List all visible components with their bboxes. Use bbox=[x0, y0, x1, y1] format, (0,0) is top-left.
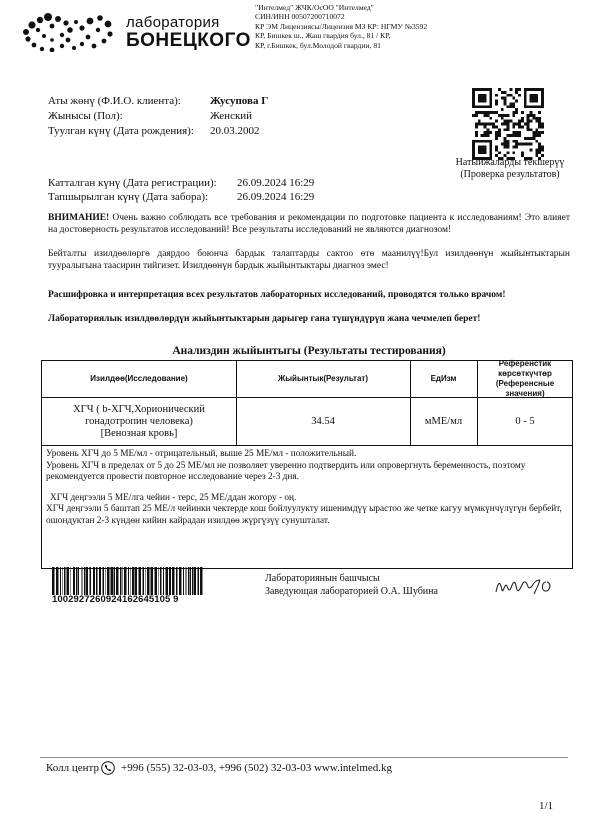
note-ru-2: Уровень ХГЧ в пределах от 5 до 25 МЕ/мл не позволяет уверенно подтвердить или опровергнуть беременность, поэтому рекомендуется провести повторное исследование через 2-3 дня. bbox=[46, 460, 526, 482]
org-line: "Интелмед" ЖЧК/ОсОО "Интелмед" bbox=[255, 3, 374, 12]
cell-result: 34.54 bbox=[311, 416, 335, 427]
logo-text-line1: лаборатория bbox=[126, 14, 220, 31]
note-ky-2: ХГЧ деңгээли 5 баштап 25 МЕ/л чейинки чектерде кош бойлуулукту ишенимдүү ырастоо же четке кагуу мүмкүнчүлүгүн бербейт, ошондуктан 2-3 күндөн кийин кайрадан изилдөө жүргүзүү сунушталат. bbox=[46, 504, 562, 526]
interpretation-notes bbox=[41, 446, 573, 569]
qr-caption-line1: Натыйжаларды текшерүү bbox=[455, 157, 565, 168]
barcode-number: 1002927260924162645105 9 bbox=[52, 594, 179, 605]
interpretation-ky: Лабораториялык изилдөөлөрдүн жыйынтыктарын дарыгер гана түшүндүрүп жана чечмелеп берет! bbox=[48, 314, 481, 324]
warning-text: Очень важно соблюдать все требования и рекомендации по подготовке пациента к исследованиям! Это влияет на достоверность результатов исследований! Все результаты исследований не являются диагнозом! bbox=[48, 213, 570, 235]
warning-paragraph-ru bbox=[48, 213, 570, 237]
patient-name-label: Аты жөнү (Ф.И.О. клиента): bbox=[48, 95, 181, 107]
test-name-line3: [Венозная кровь] bbox=[100, 428, 178, 439]
qr-code-icon[interactable] bbox=[472, 88, 544, 160]
header-test: Изилдөө(Исследование) bbox=[90, 374, 188, 383]
header-reference-line1: Референстик көрсөткүчтөр bbox=[498, 359, 552, 378]
signer-block bbox=[265, 572, 438, 598]
registration-date-label: Катталган күнү (Дата регистрации): bbox=[48, 177, 217, 189]
interpretation-ru: Расшифровка и интерпретация всех результатов лабораторных исследований, проводятся только врачом! bbox=[48, 290, 506, 300]
header-reference-line2: (Референсные значения) bbox=[495, 379, 555, 398]
phone-icon bbox=[101, 761, 115, 775]
contacts-text: +996 (555) 32-03-03, +996 (502) 32-03-03 www.intelmed.kg bbox=[120, 762, 393, 774]
signer-title-ky: Лабораториянын башчысы bbox=[265, 573, 380, 584]
page-number: 1/1 bbox=[539, 800, 554, 812]
cell-unit: мМЕ/мл bbox=[424, 416, 463, 427]
note-ru-1: Уровень ХГЧ до 5 МЕ/мл - отрицательный, выше 25 МЕ/мл - положительный. bbox=[46, 449, 357, 459]
warning-paragraph-ky: Бейталты изилдөөлөргө даярдоо боюнча бардык талаптарды сактоо өтө маанилүү!Бул изилдөөнүн жыйынтыктарын тууралыгына таасирин тийгизет. Изилдөөнүн бардык жыйынтыктары диагноз эмес! bbox=[48, 249, 570, 271]
patient-dob-value: 20.03.2002 bbox=[210, 125, 260, 137]
header-unit: ЕдИзм bbox=[430, 374, 457, 383]
org-line: КР, Бишкек ш., Жаш гвардия бул., 81 / КР, bbox=[255, 31, 391, 41]
warning-bold: ВНИМАНИЕ! bbox=[48, 213, 110, 223]
signature-icon bbox=[490, 570, 560, 600]
signer-title-ru: Заведующая лабораторией О.А. Шубина bbox=[265, 586, 438, 597]
barcode-icon bbox=[52, 567, 204, 595]
cell-reference: 0 - 5 bbox=[515, 416, 535, 427]
organization-info bbox=[255, 3, 427, 50]
footer bbox=[46, 761, 392, 775]
test-name-line1: ХГЧ ( b-ХГЧ,Хорионический bbox=[73, 404, 205, 415]
header-reference bbox=[477, 361, 573, 397]
header-result: Жыйынтык(Результат) bbox=[277, 374, 368, 383]
qr-caption-line2: (Проверка результатов) bbox=[460, 169, 560, 180]
note-ky-1: ХГЧ деңгээли 5 МЕ/лга чейин - терс, 25 МЕ/ддан жогору - оң. bbox=[50, 492, 297, 503]
collection-date-label: Тапшырылган күнү (Дата забора): bbox=[48, 191, 209, 203]
results-title: Анализдин жыйынтыгы (Результаты тестирования) bbox=[172, 345, 446, 357]
patient-sex-value: Женский bbox=[210, 110, 253, 122]
patient-sex-label: Жынысы (Пол): bbox=[48, 110, 123, 122]
logo-heart-icon bbox=[18, 10, 118, 52]
results-table bbox=[41, 360, 573, 446]
org-line: СИН/ИНН 00507200710072 bbox=[255, 12, 345, 22]
qr-caption bbox=[430, 157, 590, 181]
cell-test-name bbox=[42, 398, 236, 446]
test-name-line2: гонадотропин человека) bbox=[85, 416, 193, 427]
call-center-label: Колл центр bbox=[46, 762, 99, 774]
patient-name-value: Жусупова Г bbox=[210, 95, 269, 107]
footer-divider bbox=[40, 757, 568, 758]
collection-date-value: 26.09.2024 16:29 bbox=[237, 191, 315, 203]
registration-date-value: 26.09.2024 16:29 bbox=[237, 177, 315, 189]
org-line: КР, г.Бишкек, бул.Молодой гвардии, 81 bbox=[255, 40, 381, 50]
patient-dob-label: Туулган күнү (Дата рождения): bbox=[48, 125, 194, 137]
org-line: КР ЭМ Лицензиясы/Лицензия МЗ КР: НГМУ №3592 bbox=[255, 21, 428, 31]
logo-text-line2: БОНЕЦКОГО bbox=[126, 30, 251, 51]
